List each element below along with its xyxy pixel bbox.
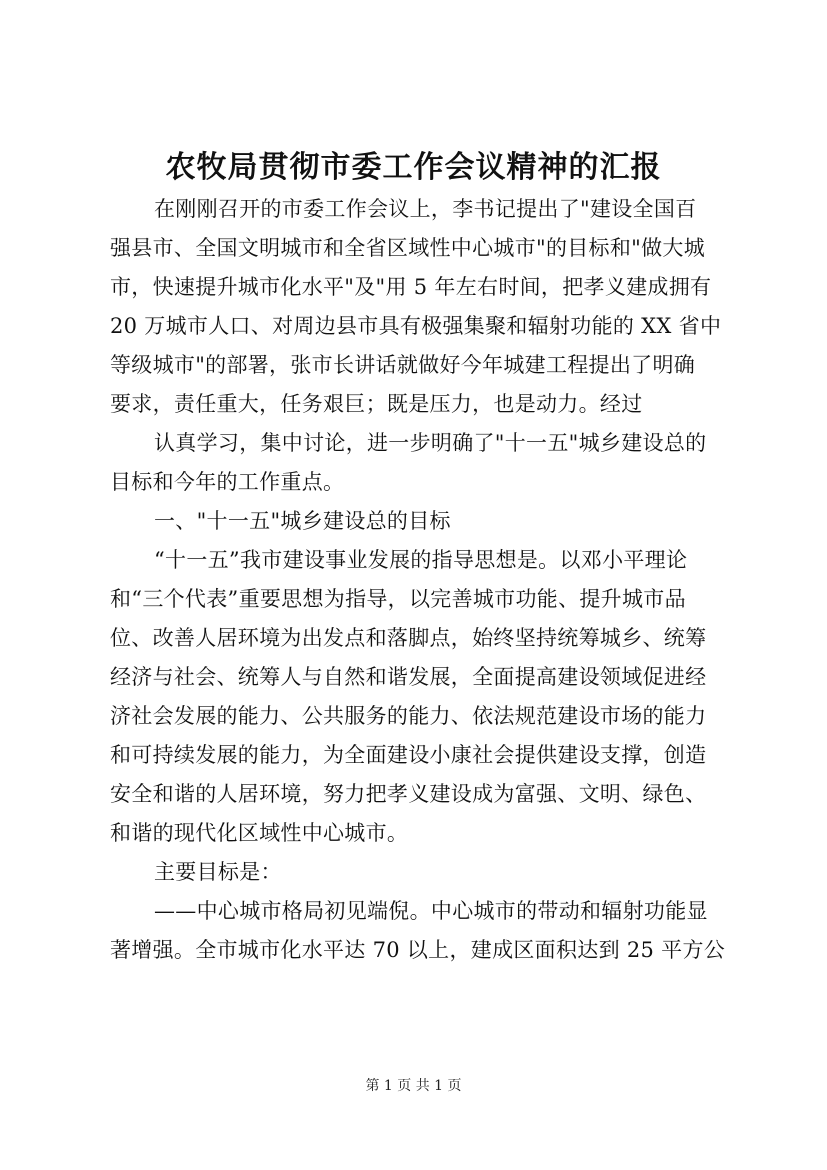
page-number-footer: 第 1 页 共 1 页 <box>365 1078 462 1094</box>
paragraph-line: 在刚刚召开的市委工作会议上，李书记提出了"建设全国百 <box>154 197 697 221</box>
paragraph-line: 位、改善人居环境为出发点和落脚点，始终坚持统筹城乡、统筹 <box>110 626 707 650</box>
paragraph-line: 著增强。全市城市化水平达 70 以上，建成区面积达到 25 平方公 <box>110 938 726 962</box>
paragraph-line: 和“三个代表”重要思想为指导，以完善城市功能、提升城市品 <box>110 587 686 611</box>
document-title: 农牧局贯彻市委工作会议精神的汇报 <box>165 150 662 185</box>
section-heading: 一、"十一五"城乡建设总的目标 <box>154 509 451 533</box>
paragraph-line: ——中心城市格局初见端倪。中心城市的带动和辐射功能显 <box>154 899 708 923</box>
document-body <box>110 190 750 970</box>
paragraph-line: 目标和今年的工作重点。 <box>110 470 345 494</box>
paragraph-line: 强县市、全国文明城市和全省区域性中心城市"的目标和"做大城 <box>110 236 706 260</box>
paragraph-line: 和可持续发展的能力，为全面建设小康社会提供建设支撑，创造 <box>110 743 707 767</box>
paragraph-line: 等级城市"的部署，张市长讲话就做好今年城建工程提出了明确 <box>110 353 696 377</box>
paragraph-line: 和谐的现代化区域性中心城市。 <box>110 821 409 845</box>
paragraph-line: “十一五”我市建设事业发展的指导思想是。以邓小平理论 <box>154 548 688 572</box>
paragraph-line: 经济与社会、统筹人与自然和谐发展，全面提高建设领域促进经 <box>110 665 707 689</box>
paragraph-line: 主要目标是： <box>154 860 282 884</box>
paragraph-line: 市，快速提升城市化水平"及"用 5 年左右时间，把孝义建成拥有 <box>110 275 712 299</box>
paragraph-line: 20 万城市人口、对周边县市具有极强集聚和辐射功能的 XX 省中 <box>110 314 722 338</box>
paragraph-line: 安全和谐的人居环境，努力把孝义建设成为富强、文明、绿色、 <box>110 782 707 806</box>
paragraph-line: 认真学习，集中讨论，进一步明确了"十一五"城乡建设总的 <box>154 431 707 455</box>
paragraph-line: 要求，责任重大，任务艰巨；既是压力，也是动力。经过 <box>110 392 643 416</box>
paragraph-line: 济社会发展的能力、公共服务的能力、依法规范建设市场的能力 <box>110 704 707 728</box>
